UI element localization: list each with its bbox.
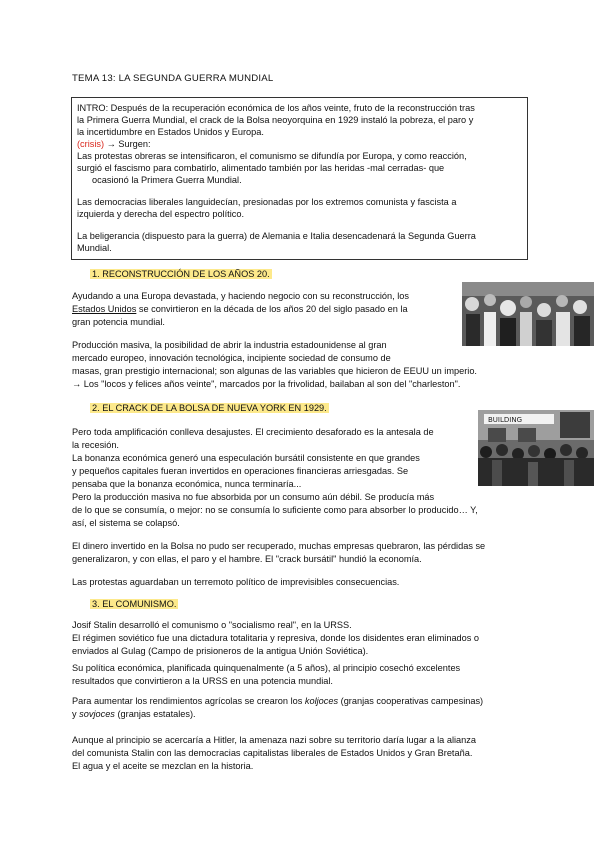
paragraph-line: Josif Stalin desarrolló el comunismo o "socialismo real", en la URSS. — [72, 620, 352, 630]
paragraph-line: Ayudando a una Europa devastada, y haciendo negocio con su reconstrucción, los — [72, 291, 409, 301]
paragraph-line — [72, 695, 483, 707]
page-title: TEMA 13: LA SEGUNDA GUERRA MUNDIAL — [72, 73, 274, 84]
charleston-crowd-photo — [462, 282, 594, 346]
intro-line: Mundial. — [77, 243, 112, 253]
intro-line: INTRO: Después de la recuperación económica de los años veinte, fruto de la reconstrucción tras — [77, 103, 475, 113]
paragraph-line: y pequeños capitales fueran invertidos en operaciones financieras arriesgadas. Se — [72, 466, 409, 476]
sovjoces-term: sovjoces — [79, 709, 115, 719]
paragraph-line: mercado europeo, innovación tecnológica, incipiente sociedad de consumo de — [72, 353, 391, 363]
section-heading — [90, 267, 272, 281]
intro-line: La beligerancia (dispuesto para la guerra) de Alemania e Italia desencadenará la Segunda Guerra — [77, 231, 476, 241]
section-heading-text: 1. RECONSTRUCCIÓN DE LOS AÑOS 20. — [92, 269, 270, 279]
paragraph-line: Pero toda amplificación conlleva desajustes. El crecimiento desaforado es la antesala de — [72, 427, 434, 437]
intro-line: Las democracias liberales languidecían, presionadas por los extremos comunista y fascista a — [77, 197, 457, 207]
intro-line: la incertidumbre en Estados Unidos y Europa. — [77, 127, 264, 137]
koljoces-term: koljoces — [304, 696, 339, 706]
paragraph-line: masas, gran prestigio internacional; son algunas de las variables que hicieron de EEUU un imperio. — [72, 366, 477, 376]
paragraph-line: Su política económica, planificada quinquenalmente (a 5 años), al principio cosechó excelentes — [72, 663, 461, 673]
intro-line: surgió el fascismo para combatirlo, alimentado también por las heridas -mal cerradas- que — [77, 163, 445, 173]
bank-run-photo — [478, 410, 594, 486]
paragraph-text: se convirtieron en la década de los años 20 del siglo pasado en la — [136, 304, 408, 314]
paragraph-line: resultados que convirtieron a la URSS en una potencia mundial. — [72, 676, 333, 686]
paragraph-text: (granjas cooperativas campesinas) — [338, 696, 484, 706]
paragraph-line: La bonanza económica generó una especulación bursátil consistente en que grandes — [72, 453, 420, 463]
paragraph-line: El agua y el aceite se mezclan en la historia. — [72, 761, 254, 771]
intro-line: Las protestas obreras se intensificaron, el comunismo se difundía por Europa, y como reacción, — [77, 151, 467, 161]
intro-line: ocasionó la Primera Guerra Mundial. — [92, 175, 242, 185]
paragraph-line: → Los "locos y felices años veinte", marcados por la frivolidad, bailaban al son del "charleston". — [72, 379, 461, 389]
paragraph-text: Para aumentar los rendimientos agrícolas se crearon los — [72, 696, 305, 706]
paragraph-line: enviados al Gulag (Campo de prisioneros de la antigua Unión Soviética). — [72, 646, 369, 656]
crisis-label: (crisis) — [77, 139, 105, 149]
paragraph-line: Las protestas aguardaban un terremoto político de imprevisibles consecuencias. — [72, 577, 400, 587]
photo-sign-text: BUILDING — [488, 416, 523, 424]
paragraph-line: Pero la producción masiva no fue absorbida por un consumo aún débil. Se producía más — [72, 492, 435, 502]
estados-unidos-link: Estados Unidos — [72, 304, 137, 314]
section-heading-text: 3. EL COMUNISMO. — [92, 599, 177, 609]
section-heading-text: 2. EL CRACK DE LA BOLSA DE NUEVA YORK EN 1929. — [92, 403, 327, 413]
paragraph-line: pensaba que la bonanza económica, nunca terminaría... — [72, 479, 302, 489]
paragraph-line: así, el sistema se colapsó. — [72, 518, 180, 528]
paragraph-line — [72, 303, 408, 315]
paragraph-line: El dinero invertido en la Bolsa no pudo ser recuperado, muchas empresas quebraron, las pérdidas se — [72, 541, 486, 551]
section-heading — [90, 597, 178, 611]
intro-surgen: → Surgen: — [104, 139, 151, 149]
intro-line: izquierda y derecha del espectro político. — [77, 209, 245, 219]
paragraph-text: (granjas estatales). — [114, 709, 196, 719]
paragraph-line: la recesión. — [72, 440, 119, 450]
paragraph-line: Producción masiva, la posibilidad de abrir la industria estadounidense al gran — [72, 340, 387, 350]
paragraph-line: del comunista Stalin con las democracias capitalistas liberales de Estados Unidos y Gran Bretaña. — [72, 748, 473, 758]
paragraph-line: El régimen soviético fue una dictadura totalitaria y represiva, donde los disidentes eran eliminados o — [72, 633, 480, 643]
intro-line — [77, 138, 151, 150]
paragraph-line: generalizaron, y con ellas, el paro y el hambre. El "crack bursátil" hundió la economía. — [72, 554, 422, 564]
paragraph-line — [72, 708, 196, 720]
intro-line: la Primera Guerra Mundial, el crack de la Bolsa neoyorquina en 1929 instaló la pobreza, el paro y — [77, 115, 474, 125]
section-heading — [90, 401, 329, 415]
paragraph-line: gran potencia mundial. — [72, 317, 165, 327]
paragraph-line: de lo que se consumía, o mejor: no se consumía lo suficiente como para absorber lo producido… Y, — [72, 505, 478, 515]
paragraph-line: Aunque al principio se acercaría a Hitler, la amenaza nazi sobre su territorio daría lugar a la alianza — [72, 735, 476, 745]
paragraph-text: y — [72, 709, 80, 719]
